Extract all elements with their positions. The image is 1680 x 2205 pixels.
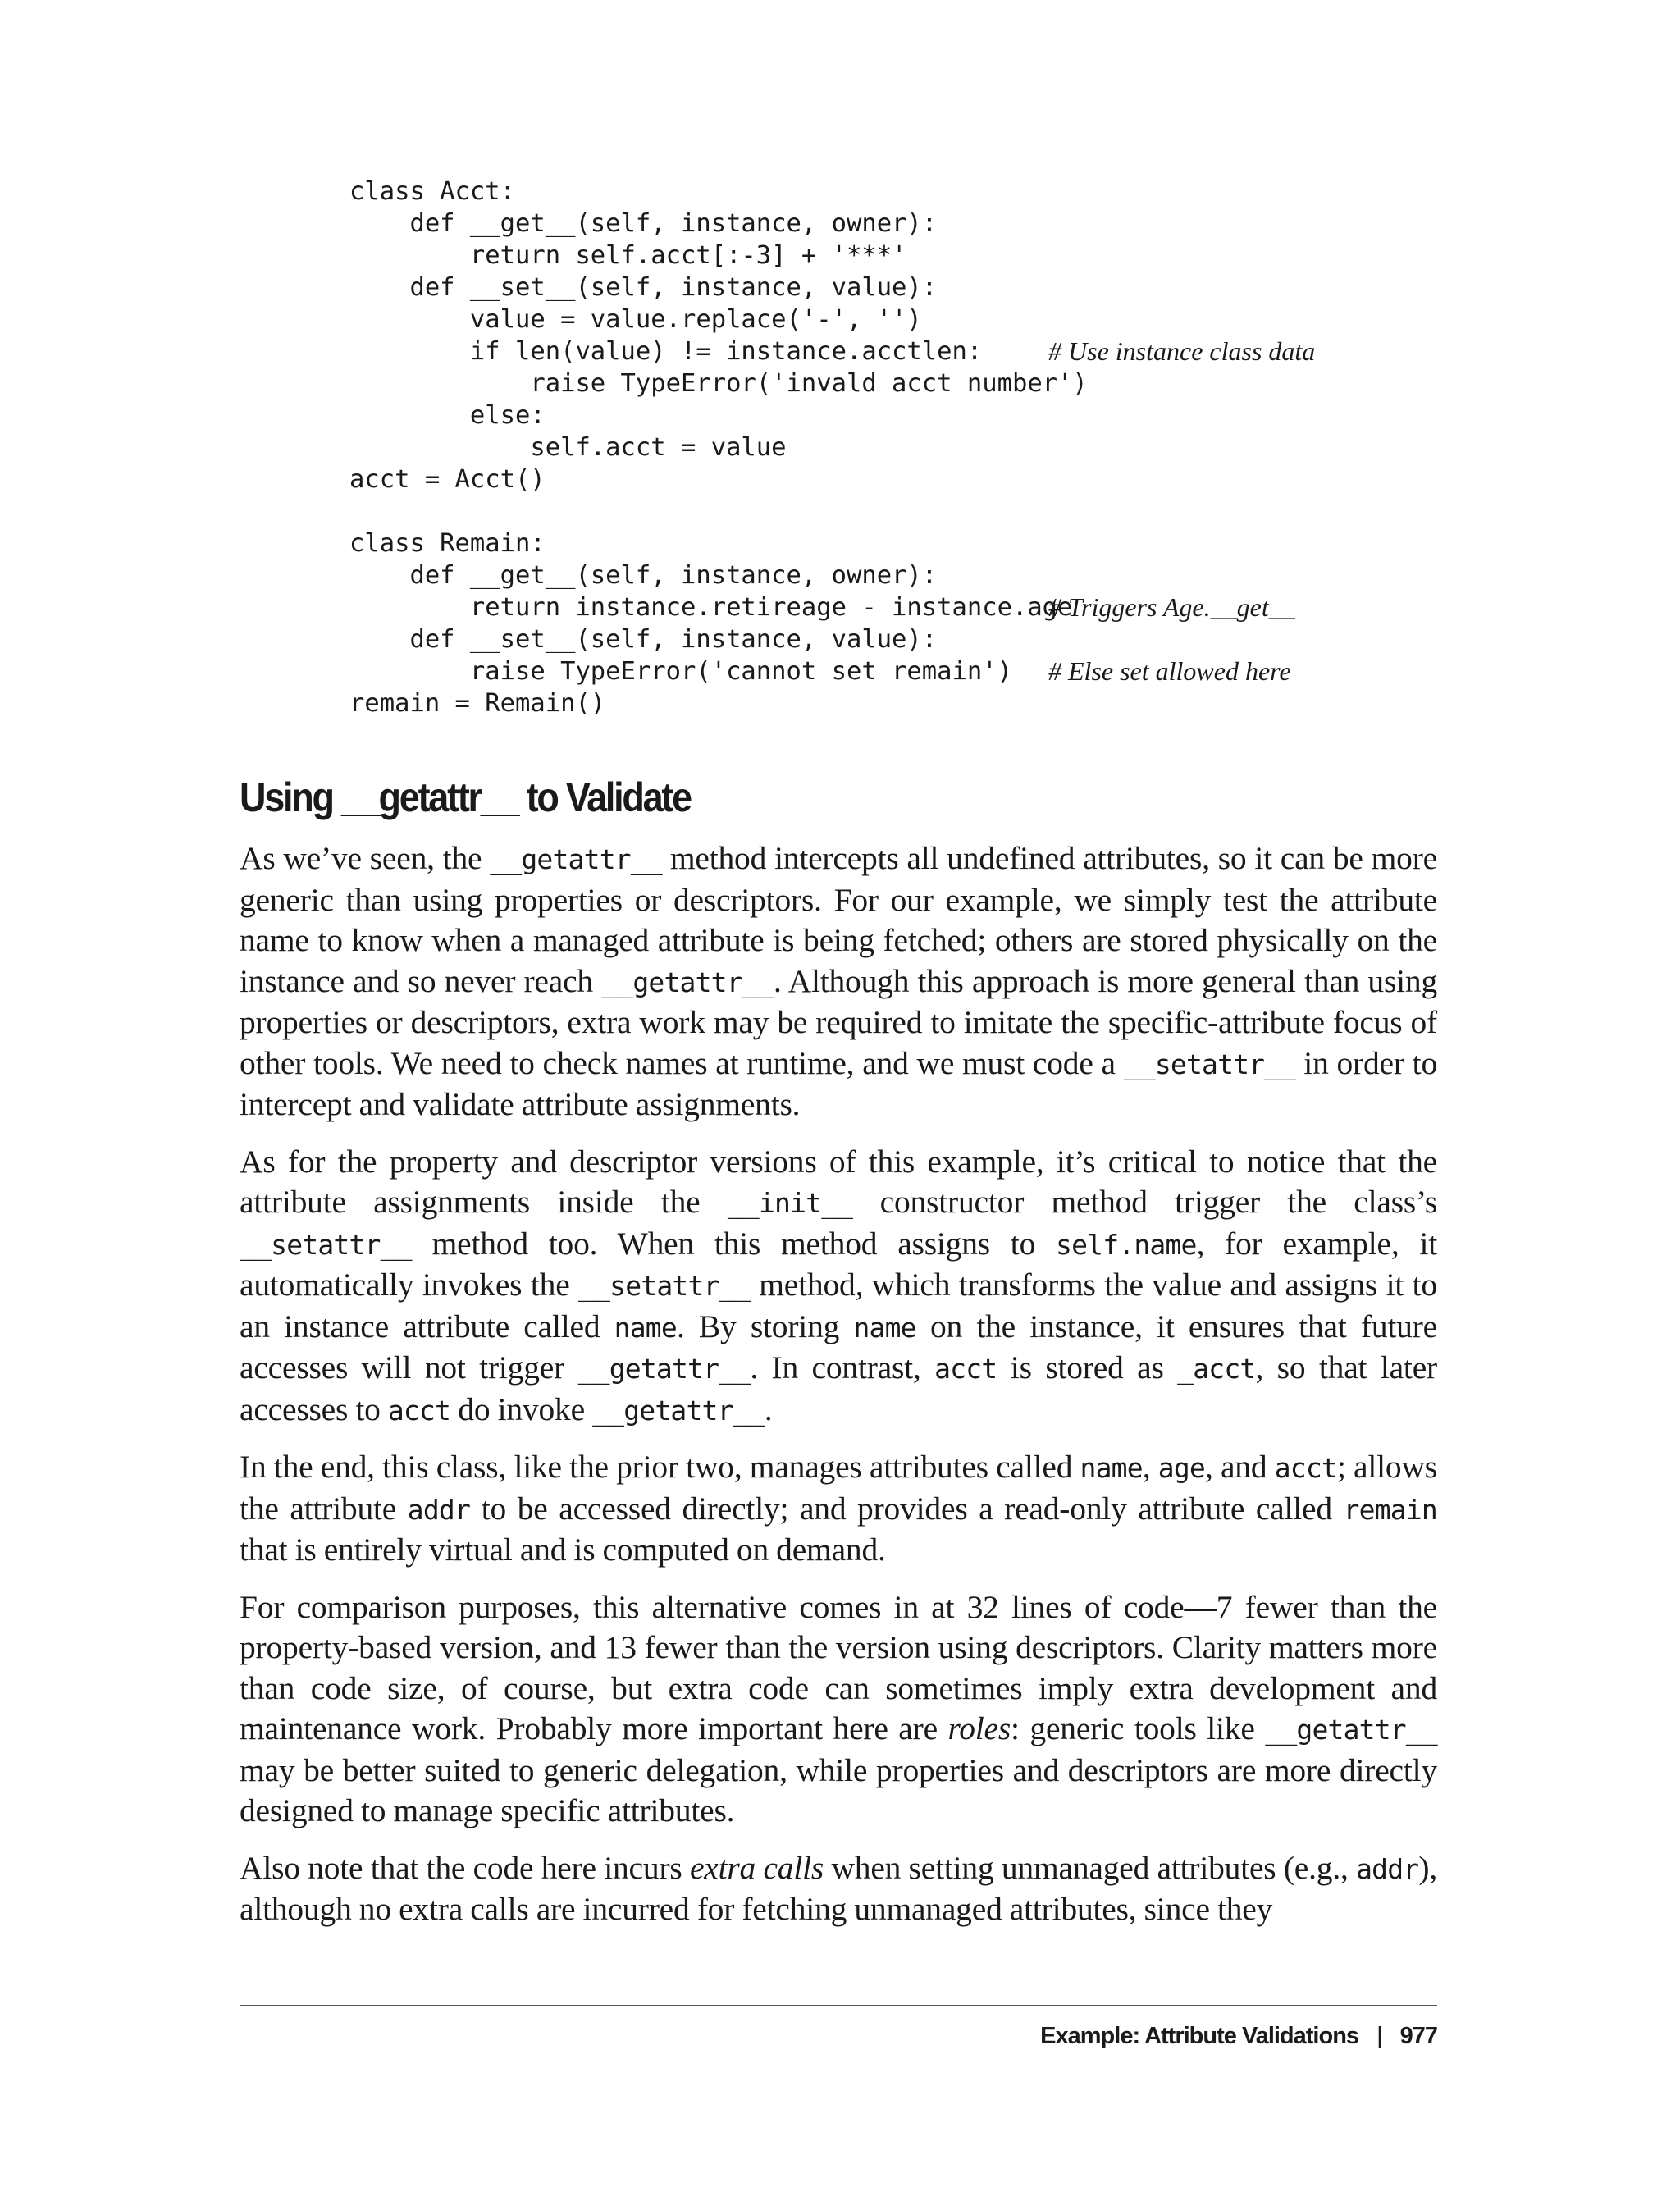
code-text: value = value.replace('-', '') (349, 305, 922, 334)
inline-code: __setattr__ (578, 1270, 751, 1302)
inline-code: acct (934, 1353, 998, 1385)
code-comment: # Else set allowed here (1048, 656, 1291, 686)
code-line (349, 304, 1440, 336)
text-run: is stored as (997, 1349, 1178, 1386)
code-text: class Acct: (349, 177, 515, 206)
emphasis-text: extra calls (689, 1849, 824, 1886)
code-listing (349, 176, 1440, 719)
inline-code: addr (407, 1493, 471, 1526)
code-comment: # Use instance class data (1048, 336, 1316, 366)
code-text: acct = Acct() (349, 465, 546, 494)
text-run: In the end, this class, like the prior two, manages attributes called (240, 1449, 1080, 1485)
paragraph (240, 1447, 1437, 1571)
text-run: Also note that the code here incurs (240, 1849, 690, 1886)
code-line (349, 463, 1440, 495)
text-run: to be accessed directly; and provides a read-only attribute called (470, 1490, 1344, 1527)
emphasis-text: roles (947, 1710, 1011, 1746)
code-line (349, 399, 1440, 431)
code-line (349, 272, 1440, 304)
code-text: def __set__(self, instance, value): (349, 273, 938, 302)
inline-code: __setattr__ (240, 1228, 412, 1261)
code-comment: # Triggers Age.__get__ (1048, 592, 1295, 622)
code-text: def __get__(self, instance, owner): (349, 561, 938, 590)
inline-code: __getattr__ (1265, 1714, 1437, 1746)
paragraph (240, 838, 1437, 1125)
inline-code: __getattr__ (601, 966, 774, 998)
inline-code: name (614, 1311, 677, 1344)
text-run: when setting unmanaged attributes (e.g., (824, 1849, 1357, 1886)
text-run: that is entirely virtual and is computed on demand. (240, 1532, 886, 1568)
inline-code: __setattr__ (1123, 1048, 1296, 1080)
code-line (349, 176, 1440, 208)
inline-code: addr (1356, 1852, 1419, 1885)
inline-code: acct (387, 1394, 451, 1427)
paragraph (240, 1848, 1437, 1930)
code-line (349, 655, 1440, 687)
code-text: def __set__(self, instance, value): (349, 625, 938, 654)
text-run: ; allows the attribute (240, 1449, 1437, 1527)
text-run: : generic tools like (1011, 1710, 1266, 1746)
inline-code: name (853, 1311, 916, 1344)
code-line (349, 591, 1440, 623)
text-run: , so that later accesses to (240, 1349, 1437, 1427)
inline-code: name (1080, 1452, 1143, 1484)
inline-code: __getattr__ (592, 1394, 765, 1427)
code-text: def __get__(self, instance, owner): (349, 209, 938, 238)
text-run: . By storing (676, 1308, 854, 1344)
code-text: raise TypeError('cannot set remain') (349, 657, 1012, 686)
text-run: , for example, it automatically invokes the (240, 1225, 1437, 1303)
code-line (349, 527, 1440, 559)
text-run: ), although no extra calls are incurred for fetching unmanaged attributes, since they (240, 1849, 1437, 1927)
inline-code: acct (1274, 1452, 1337, 1484)
text-run: As for the property and descriptor versions of this example, it’s critical to notice that the attribute assignments inside the (240, 1143, 1437, 1220)
code-text: remain = Remain() (349, 689, 606, 718)
text-run: For comparison purposes, this alternative comes in at 32 lines of code—7 fewer than the property-based version, and 13 fewer than the version using descriptors. Clarity matters more than code size, of course, but extra code can sometimes imply extra development and maintenance work. Probably more important here are (240, 1588, 1437, 1746)
text-run: . Although this approach is more general than using properties or descriptors, extra work may be required to imitate the specific-attribute focus of other tools. We need to check names at runtime, and we must code a (240, 962, 1437, 1081)
text-run: do invoke (450, 1390, 593, 1427)
text-run: may be better suited to generic delegation, while properties and descriptors are more directly designed to manage specific attributes. (240, 1751, 1437, 1828)
text-run: , (1142, 1449, 1158, 1485)
body-text (240, 838, 1437, 1947)
code-line (349, 495, 1440, 527)
footer-separator: | (1376, 2023, 1382, 2049)
inline-code: age (1157, 1452, 1205, 1484)
footer-section-title: Example: Attribute Validations (1040, 2023, 1359, 2049)
paragraph (240, 1587, 1437, 1832)
section-heading: Using __getattr__ to Validate (240, 774, 691, 820)
text-run: . (764, 1390, 773, 1427)
text-run: method intercepts all undefined attributes, so it can be more generic than using properties or descriptors. For our example, we simply test the attribute name to know when a managed attribute is being fetched; others are stored physically on the instance and so never reach (240, 840, 1437, 999)
text-run: , and (1205, 1449, 1275, 1485)
page-number: 977 (1399, 2023, 1437, 2049)
code-line (349, 431, 1440, 463)
text-run: method, which transforms the value and assigns it to an instance attribute called (240, 1267, 1437, 1344)
code-text: return self.acct[:-3] + '***' (349, 241, 907, 270)
code-text: return instance.retireage - instance.age (349, 593, 1073, 622)
text-run: constructor method trigger the class’s (852, 1184, 1438, 1220)
text-run: on the instance, it ensures that future accesses will not trigger (240, 1308, 1437, 1386)
code-line (349, 559, 1440, 591)
code-line (349, 240, 1440, 272)
text-run: method too. When this method assigns to (411, 1225, 1056, 1262)
inline-code: __getattr__ (578, 1353, 751, 1385)
text-run: As we’ve seen, the (240, 840, 491, 876)
text-run: . In contrast, (750, 1349, 935, 1386)
code-line (349, 623, 1440, 655)
inline-code: _acct (1177, 1353, 1256, 1385)
inline-code: __getattr__ (490, 843, 662, 875)
inline-code: self.name (1056, 1228, 1197, 1261)
footer-rule (240, 2005, 1437, 2006)
code-text: else: (349, 401, 546, 430)
code-text: class Remain: (349, 529, 546, 558)
inline-code: remain (1343, 1493, 1437, 1526)
page-footer (1040, 2020, 1437, 2052)
code-text: if len(value) != instance.acctlen: (349, 337, 983, 366)
code-line (349, 208, 1440, 240)
code-line (349, 687, 1440, 719)
code-line (349, 336, 1440, 368)
code-text: self.acct = value (349, 433, 787, 462)
inline-code: __init__ (727, 1187, 853, 1219)
paragraph (240, 1142, 1437, 1431)
text-run: in order to intercept and validate attribute assignments. (240, 1044, 1438, 1122)
code-line (349, 368, 1440, 399)
code-text: raise TypeError('invald acct number') (349, 369, 1088, 398)
